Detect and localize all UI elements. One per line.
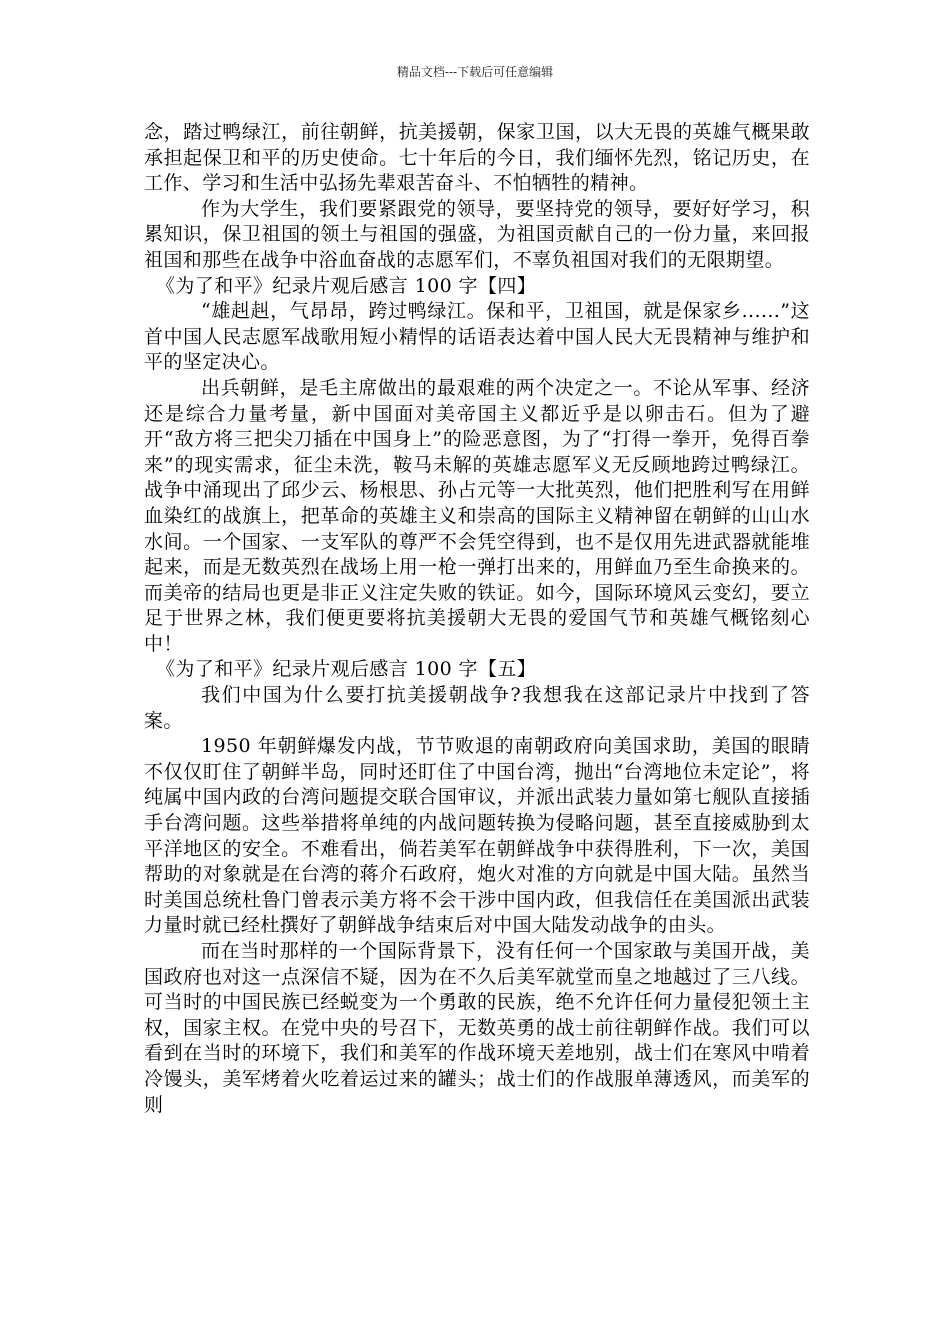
section-heading-5: 《为了和平》纪录片观后感言 100 字【五】 [156,658,537,681]
paragraph-4: 出兵朝鲜，是毛主席做出的最艰难的两个决定之一。不论从军事、经济还是综合力量考量，新中国面对美帝国主义都近乎是以卵击石。但为了避开“敌方将三把尖刀插在中国身上”的险恶意图，为了“打得一拳开，免得百拳来”的现实需求，征尘未洗，鞍马未解的英雄志愿军义无反顾地跨过鸭绿江。战争中涌现出了邱少云、杨根思、孙占元等一大批英烈，他们把胜利写在用鲜血染红的战旗上，把革命的英雄主义和崇高的国际主义精神留在朝鲜的山山水水间。一个国家、一支军队的尊严不会凭空得到，也不是仅用先进武器就能堆起来，而是无数英烈在战场上用一枪一弹打出来的，用鲜血乃至生命换来的。而美帝的结局也更是非正义注定失败的铁证。如今，国际环境风云变幻，要立足于世界之林，我们便更要将抗美援朝大无畏的爱国气节和英雄气概铭刻心中！ [144,376,810,655]
paragraph-1: 念，踏过鸭绿江，前往朝鲜，抗美援朝，保家卫国，以大无畏的英雄气概果敢承担起保卫和平的历史使命。七十年后的今日，我们缅怀先烈，铭记历史，在工作、学习和生活中弘扬先辈艰苦奋斗、不怕牺牲的精神。 [144,121,810,195]
section-heading-4: 《为了和平》纪录片观后感言 100 字【四】 [156,274,537,297]
paragraph-6: 1950 年朝鲜爆发内战，节节败退的南朝政府向美国求助，美国的眼睛不仅仅盯住了朝鲜半岛，同时还盯住了中国台湾，抛出“台湾地位未定论”，将纯属中国内政的台湾问题提交联合国审议，并派出武装力量如第七舰队直接插手台湾问题。这些举措将单纯的内战问题转换为侵略问题，甚至直接威胁到太平洋地区的安全。不难看出，倘若美军在朝鲜战争中获得胜利，下一次，美国帮助的对象就是在台湾的蒋介石政府，炮火对准的方向就是中国大陆。虽然当时美国总统杜鲁门曾表示美方将不会干涉中国内政，但我信任在美国派出武装力量时就已经杜撰好了朝鲜战争结束后对中国大陆发动战争的由头。 [144,735,810,937]
paragraph-7: 而在当时那样的一个国际背景下，没有任何一个国家敢与美国开战，美国政府也对这一点深信不疑，因为在不久后美军就堂而皇之地越过了三八线。可当时的中国民族已经蜕变为一个勇敢的民族，绝不允许任何力量侵犯领土主权，国家主权。在党中央的号召下，无数英勇的战士前往朝鲜作战。我们可以看到在当时的环境下，我们和美军的作战环境天差地别，战士们在寒风中啃着冷馒头，美军烤着火吃着运过来的罐头；战士们的作战服单薄透风，而美军的则 [144,940,810,1116]
paragraph-5: 我们中国为什么要打抗美援朝战争?我想我在这部记录片中找到了答案。 [144,684,810,732]
paragraph-3: “雄赳赳，气昂昂，跨过鸭绿江。保和平，卫祖国，就是保家乡......”这首中国人民志愿军战歌用短小精悍的话语表达着中国人民大无畏精神与维护和平的坚定决心。 [144,300,810,374]
page-header: 精品文档---下载后可任意编辑 [396,65,554,79]
document-body [144,120,810,1118]
paragraph-2: 作为大学生，我们要紧跟党的领导，要坚持党的领导，要好好学习，积累知识，保卫祖国的领土与祖国的强盛，为祖国贡献自己的一份力量，来回报祖国和那些在战争中浴血奋战的志愿军们，不辜负祖国对我们的无限期望。 [144,197,810,271]
